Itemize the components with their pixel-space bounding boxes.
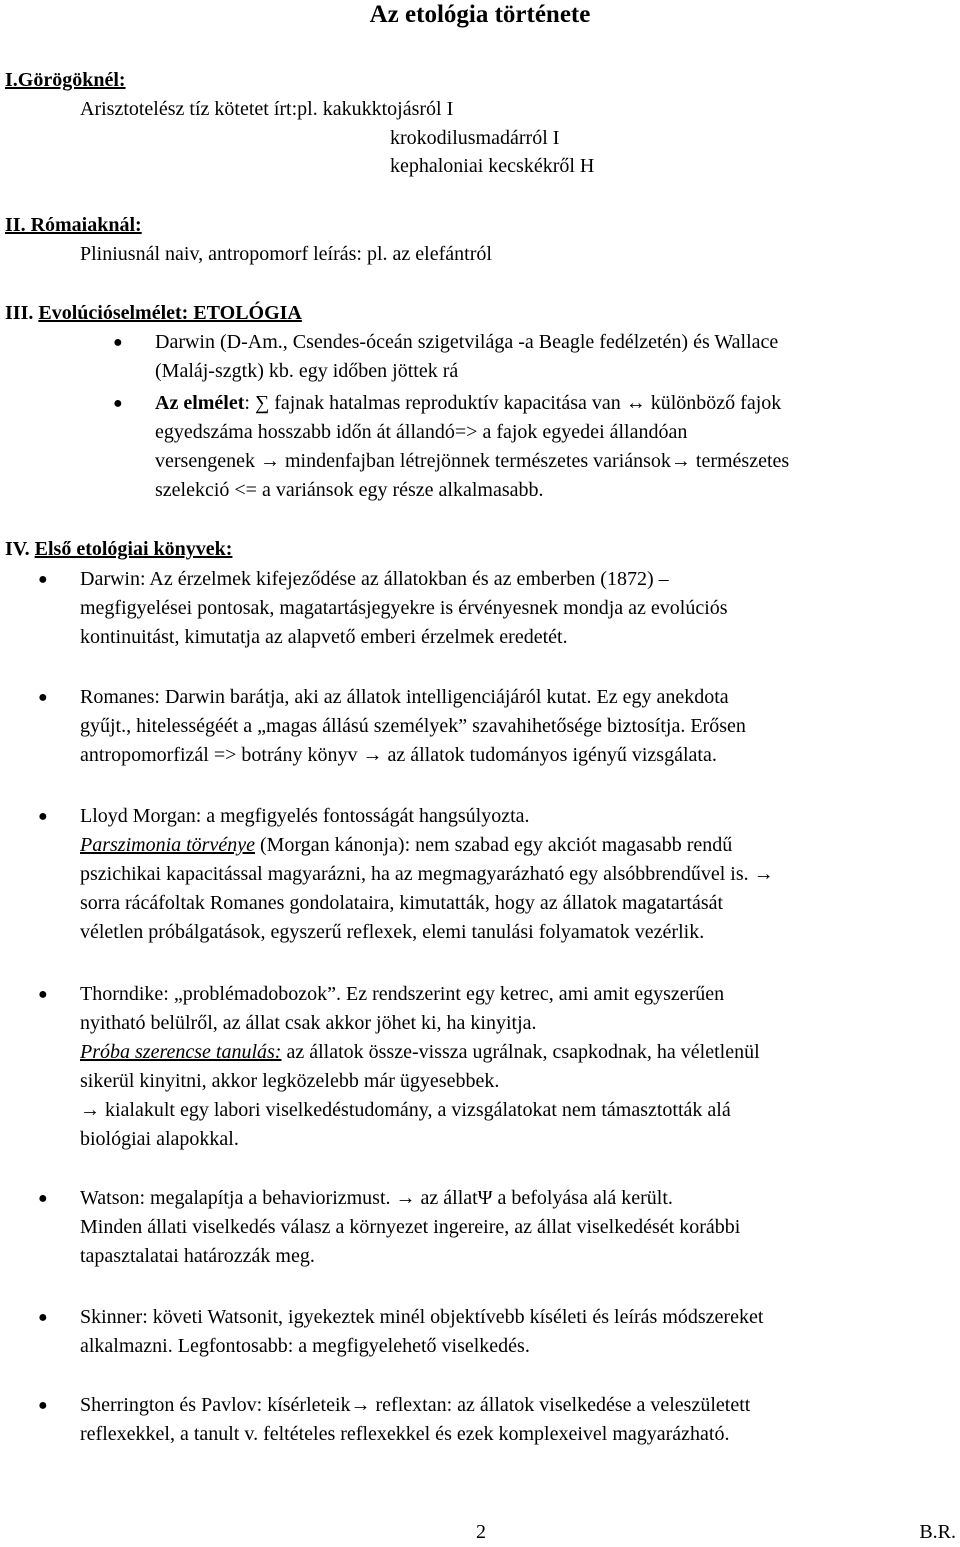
section-1-heading: I.Görögöknél:: [5, 69, 126, 91]
skinner-line: alkalmazni. Legfontosabb: a megfigyelehető viselkedés.: [80, 1335, 530, 1357]
bullet-icon: ●: [38, 689, 48, 706]
morgan-line: [80, 831, 732, 860]
page-number: 2: [476, 1521, 486, 1543]
bullet-icon: ●: [113, 395, 123, 412]
morgan-canon: (Morgan kánonja): nem szabad egy akciót magasabb rendű: [254, 834, 733, 856]
darwin-line: megfigyelései pontosak, magatartásjegyekre is érvényesnek mondja az evolúciós: [80, 597, 728, 619]
section-3-theory-line: [155, 389, 781, 418]
morgan-line: véletlen próbálgatások, egyszerű reflexek, elemi tanulási folyamatok vezérlik.: [80, 921, 705, 943]
darwin-line: kontinuitást, kimutatja az alapvető emberi érzelmek eredetét.: [80, 626, 568, 648]
trial-and-error-learning: Próba szerencse tanulás:: [80, 1041, 282, 1063]
thorndike-line: → kialakult egy labori viselkedéstudomány, a vizsgálatokat nem támasztották alá: [80, 1099, 731, 1121]
morgan-line: pszichikai kapacitással magyarázni, ha az megmagyarázható egy alsóbbrendűvel is. →: [80, 863, 774, 885]
watson-line: Watson: megalapítja a behaviorizmust. → az állatΨ a befolyása alá került.: [80, 1187, 673, 1209]
section-3-theory-line: versengenek → mindenfajban létrejönnek természetes variánsok→ természetes: [155, 450, 790, 472]
section-1-line: krokodilusmadárról I: [390, 127, 560, 149]
section-1-line: kephaloniai kecskékről H: [390, 155, 595, 177]
section-3-bullet-line: Darwin (D-Am., Csendes-óceán szigetvilága -a Beagle fedélzetén) és Wallace: [155, 331, 779, 353]
bullet-icon: ●: [38, 986, 48, 1003]
bullet-icon: ●: [38, 1309, 48, 1326]
bullet-icon: ●: [113, 334, 123, 351]
section-3-title: Evolúcióselmélet: ETOLÓGIA: [38, 302, 302, 324]
section-4-title: Első etológiai könyvek:: [34, 538, 233, 560]
thorndike-line: biológiai alapokkal.: [80, 1128, 239, 1150]
romanes-line: Romanes: Darwin barátja, aki az állatok intelligenciájáról kutat. Ez egy anekdota: [80, 686, 729, 708]
bullet-icon: ●: [38, 1190, 48, 1207]
skinner-line: Skinner: követi Watsonit, igyekeztek minél objektívebb kíséleti és leírás módszereket: [80, 1306, 764, 1328]
section-4-number: IV.: [5, 538, 35, 560]
section-2-heading: II. Rómaiaknál:: [5, 214, 142, 236]
watson-line: Minden állati viselkedés válasz a környezet ingereire, az állat viselkedését korábbi: [80, 1216, 741, 1238]
bullet-icon: ●: [38, 1397, 48, 1414]
section-3-number: III.: [5, 302, 39, 324]
bullet-icon: ●: [38, 571, 48, 588]
thorndike-line: [80, 1038, 760, 1067]
section-3-theory-line: egyedszáma hosszabb időn át állandó=> a fajok egyedei állandóan: [155, 421, 688, 443]
theory-first-line: ∑ fajnak hatalmas reproduktív kapacitása van ↔ különböző fajok: [254, 392, 782, 414]
darwin-line: Darwin: Az érzelmek kifejeződése az állatokban és az emberben (1872) –: [80, 568, 669, 590]
sherrington-line: reflexekkel, a tanult v. feltételes reflexekkel és ezek komplexeivel magyarázható.: [80, 1423, 730, 1445]
watson-line: tapasztalatai határozzák meg.: [80, 1245, 315, 1267]
trial-and-error-desc: az állatok össze-vissza ugrálnak, csapkodnak, ha véletlenül: [281, 1041, 760, 1063]
section-3-theory-line: szelekció <= a variánsok egy része alkalmasabb.: [155, 479, 544, 501]
thorndike-line: nyitható belülről, az állat csak akkor jöhet ki, ha kinyitja.: [80, 1012, 537, 1034]
section-3-heading: [5, 299, 302, 328]
morgan-line: sorra rácáfoltak Romanes gondolataira, kimutatták, hogy az állatok magatartását: [80, 892, 724, 914]
romanes-line: gyűjt., hitelességéét a „magas állású személyek” szavahihetősége biztosítja. Erősen: [80, 715, 746, 737]
romanes-line: antropomorfizál => botrány könyv → az állatok tudományos igényű vizsgálata.: [80, 744, 717, 766]
morgan-line: Lloyd Morgan: a megfigyelés fontosságát hangsúlyozta.: [80, 805, 530, 827]
section-2-line: Pliniusnál naiv, antropomorf leírás: pl. az elefántról: [80, 243, 492, 265]
author-initials: B.R.: [919, 1521, 956, 1543]
thorndike-line: Thorndike: „problémadobozok”. Ez rendszerint egy ketrec, ami amit egyszerűen: [80, 983, 725, 1005]
theory-lead: Az elmélet: [155, 392, 245, 414]
section-3-bullet-line: (Maláj-szgtk) kb. egy időben jöttek rá: [155, 360, 459, 382]
page-title: Az etológia története: [369, 1, 591, 28]
section-4-heading: [5, 535, 232, 564]
sherrington-line: Sherrington és Pavlov: kísérleteik→ reflextan: az állatok viselkedése a veleszületett: [80, 1394, 751, 1416]
theory-colon: :: [244, 392, 250, 414]
thorndike-line: sikerül kinyitni, akkor legközelebb már ügyesebbek.: [80, 1070, 500, 1092]
bullet-icon: ●: [38, 808, 48, 825]
section-1-line: Arisztotelész tíz kötetet írt:pl. kakukktojásról I: [80, 98, 454, 120]
parsimony-law: Parszimonia törvénye: [80, 834, 255, 856]
